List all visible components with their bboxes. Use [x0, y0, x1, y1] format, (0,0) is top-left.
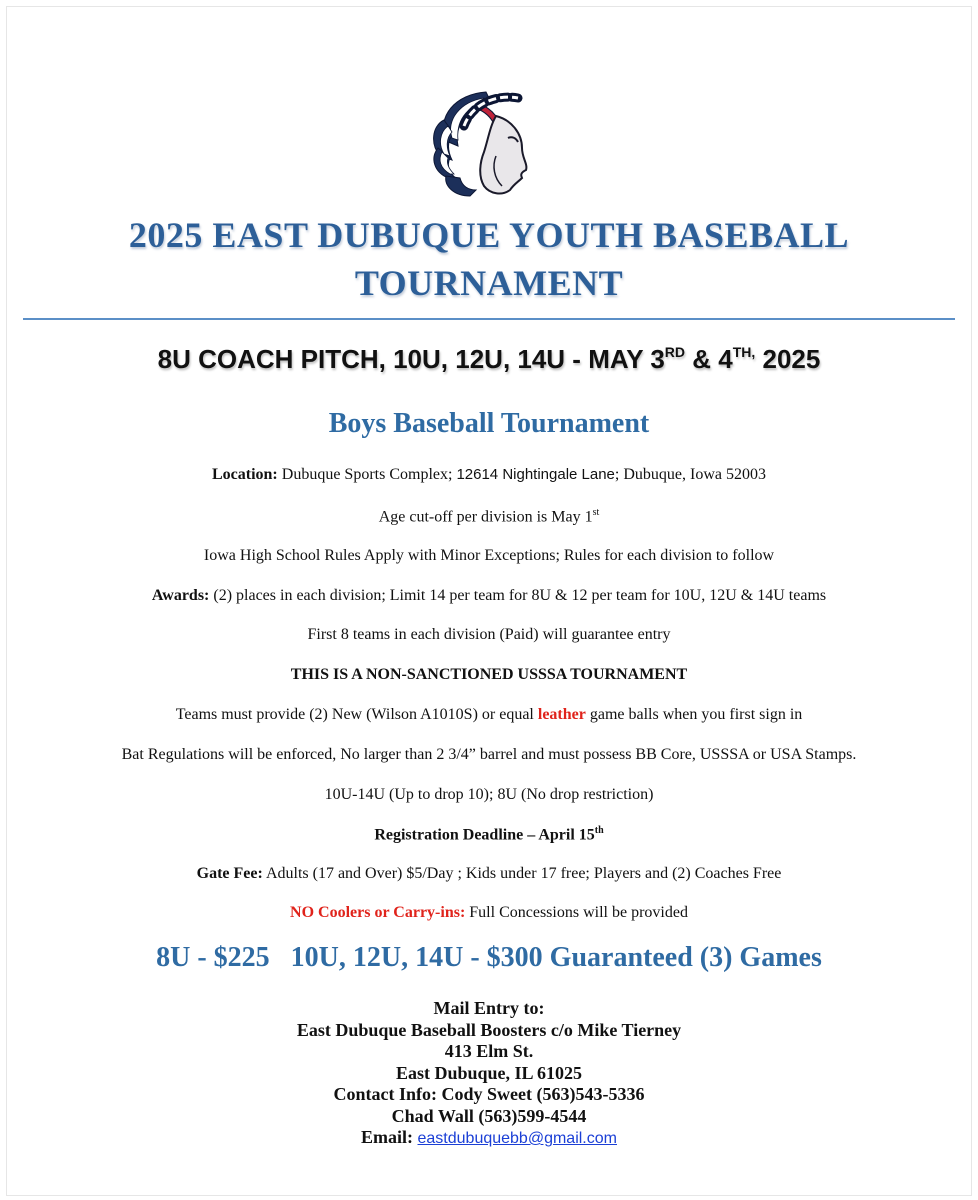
location-line: Location: Dubuque Sports Complex; 12614 Nightingale Lane; Dubuque, Iowa 52003	[211, 466, 766, 483]
mail-line-4: East Dubuque, IL 61025	[395, 1062, 583, 1083]
coolers-line: NO Coolers or Carry-ins: Full Concessions will be provided	[290, 904, 688, 921]
bat-regulations-line: Bat Regulations will be enforced, No larger than 2 3/4” barrel and must possess BB Core, USSSA or USA Stamps.	[121, 746, 857, 763]
divider	[23, 318, 955, 320]
section-heading: Boys Baseball Tournament	[328, 408, 650, 439]
title-line-2: TOURNAMENT	[354, 263, 624, 303]
subtitle: 8U COACH PITCH, 10U, 12U, 14U - MAY 3RD & $4^{TH,}$ 2025	[157, 344, 821, 374]
email-line: Email: eastdubuquebb@gmail.com	[361, 1127, 617, 1147]
mail-block	[0, 998, 978, 1150]
gate-fee-line: Gate Fee: Adults (17 and Over) $5/Day ; Kids under 17 free; Players and (2) Coaches Free	[196, 865, 782, 882]
warriors-logo	[426, 86, 556, 206]
mail-line-2: East Dubuque Baseball Boosters c/o Mike Tierney	[296, 1019, 682, 1040]
title-line-1: 2025 EAST DUBUQUE YOUTH BASEBALL	[128, 215, 850, 255]
non-sanctioned-line: THIS IS A NON-SANCTIONED USSSA TOURNAMENT	[290, 666, 688, 683]
mail-line-3: 413 Elm St.	[444, 1041, 534, 1061]
deadline-line: Registration Deadline – April 15th	[374, 825, 604, 844]
age-cutoff-line: Age cut-off per division is May 1st	[378, 507, 600, 526]
awards-line: Awards: (2) places in each division; Limit 14 per team for 8U & 12 per team for 10U, 12U & 14U teams	[151, 587, 827, 604]
email-link[interactable]: eastdubuquebb@gmail.com	[417, 1130, 617, 1147]
mail-line-1: Mail Entry to:	[433, 998, 545, 1018]
drop-line: 10U-14U (Up to drop 10); 8U (No drop restriction)	[324, 786, 654, 803]
prices-line: 8U - $225 10U, 12U, 14U - $300 Guaranteed (3) Games	[156, 942, 822, 973]
mail-line-5: Contact Info: Cody Sweet (563)543-5336	[333, 1084, 645, 1104]
mail-line-6: Chad Wall (563)599-4544	[391, 1105, 587, 1126]
balls-line: Teams must provide (2) New (Wilson A1010S) or equal leather game balls when you first sign in	[175, 706, 803, 723]
first-teams-line: First 8 teams in each division (Paid) will guarantee entry	[307, 626, 671, 643]
rules-line: Iowa High School Rules Apply with Minor Exceptions; Rules for each division to follow	[203, 547, 775, 564]
